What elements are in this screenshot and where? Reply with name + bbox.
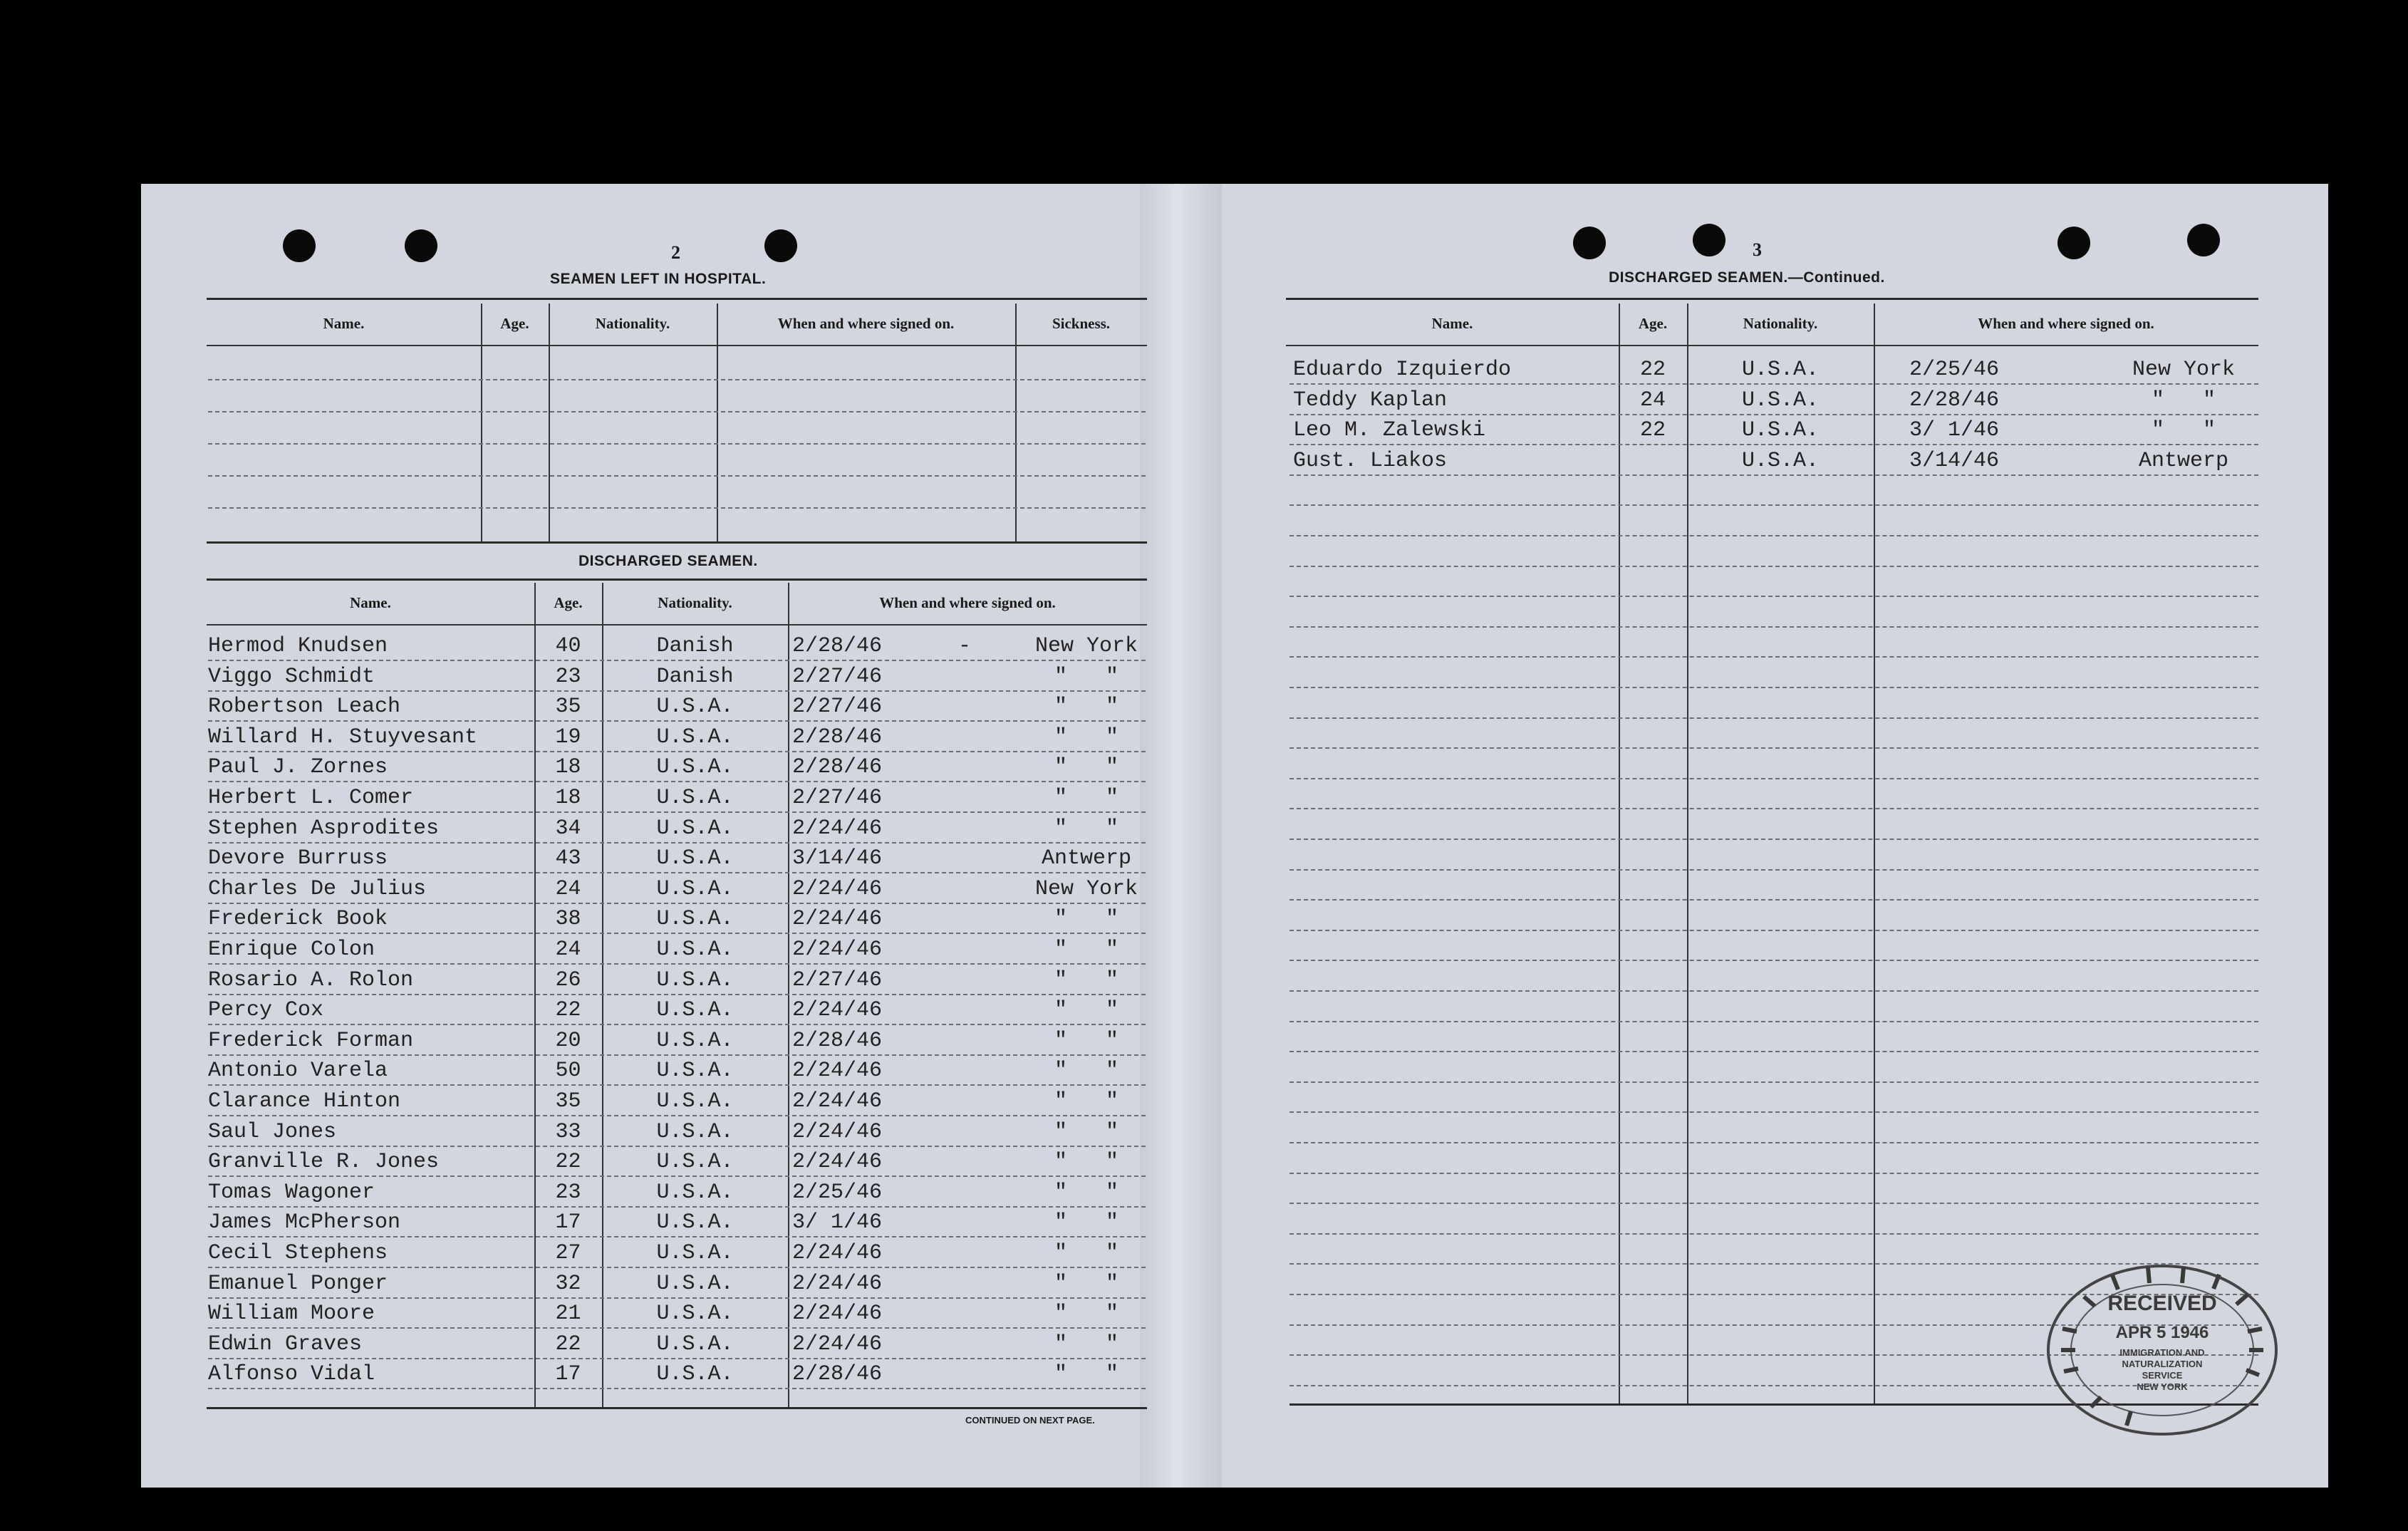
discharged-continued-age: 24	[1639, 388, 1666, 412]
discharged-place: " "	[1054, 998, 1119, 1022]
discharged-age: 35	[555, 1089, 581, 1114]
row-rule	[208, 1146, 1146, 1147]
discharged-place: " "	[1054, 725, 1119, 749]
discharged-date: 2/24/46	[792, 1302, 883, 1326]
discharged-continued-nationality: U.S.A.	[1741, 388, 1820, 412]
row-rule	[208, 1327, 1146, 1329]
hospital-header-nationality: Nationality.	[595, 315, 670, 332]
discharged-name: James McPherson	[208, 1210, 401, 1235]
discharged-place: " "	[1054, 755, 1119, 779]
discharged-date: 2/25/46	[792, 1180, 883, 1205]
discharged-nationality: U.S.A.	[656, 938, 734, 962]
discharged-name: Herbert L. Comer	[208, 786, 414, 810]
discharged-date: 2/28/46	[792, 1362, 883, 1386]
discharged-place: " "	[1054, 695, 1119, 719]
discharged-date: 2/24/46	[792, 938, 883, 962]
discharged-header-nationality: Nationality.	[658, 594, 732, 611]
discharged-date: 2/28/46	[792, 755, 883, 779]
discharged-place: " "	[1054, 1302, 1119, 1326]
row-rule	[208, 751, 1146, 752]
row-rule	[208, 994, 1146, 995]
page-number: 3	[1753, 239, 1762, 260]
page-number: 2	[671, 242, 680, 263]
row-rule	[1289, 960, 2258, 961]
row-rule	[1289, 383, 2258, 385]
hospital-header-sickness: Sickness.	[1052, 315, 1111, 332]
discharged-continued-place: Antwerp	[2138, 449, 2229, 473]
discharged-nationality: U.S.A.	[656, 1029, 734, 1053]
right-header-name: Name.	[1431, 315, 1473, 332]
discharged-nationality: U.S.A.	[656, 846, 734, 871]
row-rule	[1289, 1173, 2258, 1174]
row-rule	[1289, 778, 2258, 779]
discharged-age: 38	[555, 907, 581, 931]
discharged-place: " "	[1054, 1362, 1119, 1386]
discharged-place: " "	[1054, 665, 1119, 689]
discharged-place: New York	[1034, 877, 1138, 901]
discharged-name: Devore Burruss	[208, 846, 388, 871]
discharged-place: " "	[1054, 1059, 1119, 1083]
discharged-name: Viggo Schmidt	[208, 665, 375, 689]
discharged-nationality: U.S.A.	[656, 1332, 734, 1356]
row-rule	[208, 660, 1146, 661]
discharged-place: " "	[1054, 907, 1119, 931]
row-rule	[208, 1024, 1146, 1025]
discharged-nationality: U.S.A.	[656, 1302, 734, 1326]
hospital-col-divider	[481, 303, 482, 541]
row-rule	[1289, 899, 2258, 901]
discharged-name: Frederick Book	[208, 907, 388, 931]
discharged-table-bottom-rule	[207, 1407, 1147, 1409]
hospital-col-divider	[717, 303, 718, 541]
discharged-nationality: U.S.A.	[656, 907, 734, 931]
row-rule	[1289, 1111, 2258, 1113]
discharged-header-name: Name.	[350, 594, 391, 611]
hospital-col-divider	[549, 303, 550, 541]
page-gutter	[1140, 184, 1222, 1488]
discharged-age: 24	[555, 938, 581, 962]
discharged-place: " "	[1054, 1332, 1119, 1356]
discharged-section-title: DISCHARGED SEAMEN.	[578, 553, 758, 569]
discharged-date: 3/ 1/46	[792, 1210, 883, 1235]
discharged-nationality: U.S.A.	[656, 877, 734, 901]
row-rule	[208, 1084, 1146, 1086]
discharged-name: Robertson Leach	[208, 695, 401, 719]
discharged-age: 18	[555, 786, 581, 810]
row-rule	[208, 690, 1146, 692]
discharged-place: " "	[1054, 1241, 1119, 1265]
discharged-date: 2/24/46	[792, 998, 883, 1022]
discharged-name: Percy Cox	[208, 998, 324, 1022]
discharged-name: Saul Jones	[208, 1120, 337, 1144]
discharged-dash: -	[958, 634, 972, 658]
discharged-table-top-rule	[207, 578, 1147, 581]
discharged-nationality: U.S.A.	[656, 1059, 734, 1083]
row-rule	[208, 1358, 1146, 1359]
row-rule	[208, 963, 1146, 965]
discharged-nationality: U.S.A.	[656, 1150, 734, 1174]
discharged-age: 33	[555, 1120, 581, 1144]
discharged-nationality: U.S.A.	[656, 1241, 734, 1265]
hospital-header-name: Name.	[323, 315, 365, 332]
discharged-place: " "	[1054, 816, 1119, 841]
discharged-date: 2/24/46	[792, 1150, 883, 1174]
discharged-age: 23	[555, 1180, 581, 1205]
discharged-place: " "	[1054, 1180, 1119, 1205]
discharged-age: 50	[555, 1059, 581, 1083]
hospital-table-bottom-rule	[207, 541, 1147, 544]
discharged-name: Emanuel Ponger	[208, 1272, 388, 1296]
discharged-date: 2/27/46	[792, 695, 883, 719]
row-rule	[208, 903, 1146, 904]
row-rule	[1289, 504, 2258, 506]
discharged-place: " "	[1054, 938, 1119, 962]
discharged-age: 27	[555, 1241, 581, 1265]
discharged-name: Edwin Graves	[208, 1332, 363, 1356]
discharged-nationality: U.S.A.	[656, 1180, 734, 1205]
row-rule	[208, 1115, 1146, 1116]
discharged-nationality: U.S.A.	[656, 968, 734, 992]
punch-hole	[405, 229, 437, 262]
discharged-header-age: Age.	[554, 594, 583, 611]
hospital-blank-row	[208, 507, 1146, 509]
discharged-age: 43	[555, 846, 581, 871]
discharged-age: 35	[555, 695, 581, 719]
discharged-continued-place: " "	[2151, 388, 2216, 412]
received-stamp	[2041, 1257, 2283, 1443]
discharged-continued-name: Eduardo Izquierdo	[1293, 358, 1512, 382]
discharged-place: " "	[1054, 1272, 1119, 1296]
continued-note: CONTINUED ON NEXT PAGE.	[965, 1415, 1095, 1426]
hospital-blank-row	[208, 443, 1146, 445]
discharged-nationality: U.S.A.	[656, 1362, 734, 1386]
row-rule	[208, 1206, 1146, 1208]
discharged-date: 2/24/46	[792, 1241, 883, 1265]
row-rule	[1289, 656, 2258, 658]
discharged-nationality: U.S.A.	[656, 755, 734, 779]
discharged-continued-date: 3/ 1/46	[1909, 418, 2000, 442]
hospital-header-age: Age.	[500, 315, 529, 332]
discharged-nationality: U.S.A.	[656, 1272, 734, 1296]
row-rule	[1289, 596, 2258, 597]
discharged-name: Rosario A. Rolon	[208, 968, 414, 992]
row-rule	[1289, 930, 2258, 931]
stamp-date: APR 5 1946	[2115, 1323, 2209, 1342]
row-rule	[1289, 808, 2258, 809]
discharged-age: 19	[555, 725, 581, 749]
discharged-name: Willard H. Stuyvesant	[208, 725, 478, 749]
discharged-continued-name: Gust. Liakos	[1293, 449, 1448, 473]
discharged-continued-nationality: U.S.A.	[1741, 358, 1820, 382]
discharged-age: 26	[555, 968, 581, 992]
discharged-continued-date: 2/25/46	[1909, 358, 2000, 382]
discharged-date: 2/24/46	[792, 1059, 883, 1083]
discharged-place: " "	[1054, 1089, 1119, 1114]
row-rule	[1289, 535, 2258, 536]
row-rule	[1289, 990, 2258, 992]
punch-hole	[764, 229, 797, 262]
discharged-date: 2/24/46	[792, 1120, 883, 1144]
discharged-date: 2/27/46	[792, 665, 883, 689]
row-rule	[1289, 1051, 2258, 1052]
right-header-nationality: Nationality.	[1743, 315, 1818, 332]
discharged-date: 2/28/46	[792, 634, 883, 658]
row-rule	[1289, 626, 2258, 628]
row-rule	[208, 1236, 1146, 1237]
row-rule	[208, 1054, 1146, 1056]
discharged-name: Enrique Colon	[208, 938, 375, 962]
discharged-age: 23	[555, 665, 581, 689]
discharged-place: " "	[1054, 786, 1119, 810]
row-rule	[208, 720, 1146, 722]
discharged-date: 2/24/46	[792, 877, 883, 901]
row-rule	[208, 1297, 1146, 1299]
hospital-col-divider	[1015, 303, 1017, 541]
discharged-age: 22	[555, 1150, 581, 1174]
discharged-name: Stephen Asprodites	[208, 816, 440, 841]
discharged-place: " "	[1054, 1120, 1119, 1144]
discharged-place: " "	[1054, 968, 1119, 992]
row-rule	[208, 811, 1146, 813]
right-col-divider	[1619, 303, 1620, 1403]
row-rule	[1289, 566, 2258, 567]
hospital-header-signed-on: When and where signed on.	[777, 315, 955, 332]
discharged-continued-date: 3/14/46	[1909, 449, 2000, 473]
stamp-agency-line: NEW YORK	[2137, 1381, 2188, 1392]
punch-hole	[2057, 227, 2090, 259]
hospital-blank-row	[208, 411, 1146, 412]
discharged-age: 20	[555, 1029, 581, 1053]
discharged-name: Alfonso Vidal	[208, 1362, 375, 1386]
right-table-top-rule	[1286, 298, 2258, 300]
row-rule	[1289, 687, 2258, 688]
row-rule	[208, 1176, 1146, 1177]
row-rule	[208, 1267, 1146, 1268]
row-rule	[208, 872, 1146, 873]
discharged-date: 2/24/46	[792, 1272, 883, 1296]
discharged-header-rule	[207, 624, 1147, 626]
discharged-date: 3/14/46	[792, 846, 883, 871]
punch-hole	[1693, 224, 1725, 256]
discharged-continued-title: DISCHARGED SEAMEN.—Continued.	[1609, 269, 1885, 286]
punch-hole	[283, 229, 316, 262]
discharged-name: Hermod Knudsen	[208, 634, 388, 658]
discharged-name: Cecil Stephens	[208, 1241, 388, 1265]
discharged-continued-name: Teddy Kaplan	[1293, 388, 1448, 412]
row-rule	[208, 842, 1146, 844]
discharged-name: Granville R. Jones	[208, 1150, 440, 1174]
discharged-name: William Moore	[208, 1302, 375, 1326]
stamp-agency-line: IMMIGRATION AND	[2119, 1347, 2205, 1358]
row-rule	[1289, 414, 2258, 415]
discharged-age: 22	[555, 998, 581, 1022]
row-rule	[1289, 1203, 2258, 1204]
hospital-section-title: SEAMEN LEFT IN HOSPITAL.	[550, 271, 767, 287]
row-rule	[208, 933, 1146, 934]
discharged-continued-nationality: U.S.A.	[1741, 449, 1820, 473]
row-rule	[1289, 1081, 2258, 1083]
discharged-date: 2/24/46	[792, 1089, 883, 1114]
discharged-date: 2/24/46	[792, 1332, 883, 1356]
hospital-header-rule	[207, 345, 1147, 346]
discharged-age: 17	[555, 1362, 581, 1386]
row-rule	[1289, 747, 2258, 749]
discharged-continued-name: Leo M. Zalewski	[1293, 418, 1486, 442]
row-rule	[1289, 444, 2258, 445]
discharged-nationality: U.S.A.	[656, 1089, 734, 1114]
discharged-date: 2/27/46	[792, 786, 883, 810]
discharged-age: 34	[555, 816, 581, 841]
stamp-agency-line: SERVICE	[2142, 1370, 2183, 1381]
row-rule	[1289, 717, 2258, 719]
discharged-name: Frederick Forman	[208, 1029, 414, 1053]
stamp-agency-line: NATURALIZATION	[2122, 1359, 2203, 1369]
discharged-date: 2/28/46	[792, 1029, 883, 1053]
discharged-nationality: U.S.A.	[656, 998, 734, 1022]
discharged-date: 2/24/46	[792, 816, 883, 841]
punch-hole	[1573, 227, 1606, 259]
discharged-age: 24	[555, 877, 581, 901]
discharged-nationality: U.S.A.	[656, 695, 734, 719]
row-rule	[1289, 1021, 2258, 1022]
discharged-place: New York	[1034, 634, 1138, 658]
discharged-age: 22	[555, 1332, 581, 1356]
discharged-header-signed-on: When and where signed on.	[879, 594, 1056, 611]
row-rule	[1289, 474, 2258, 476]
row-rule	[208, 1388, 1146, 1389]
stamp-received: RECEIVED	[2107, 1292, 2217, 1315]
discharged-nationality: U.S.A.	[656, 1210, 734, 1235]
right-col-divider	[1874, 303, 1875, 1403]
hospital-blank-row	[208, 379, 1146, 380]
row-rule	[1289, 869, 2258, 871]
discharged-name: Charles De Julius	[208, 877, 427, 901]
discharged-continued-nationality: U.S.A.	[1741, 418, 1820, 442]
discharged-date: 2/24/46	[792, 907, 883, 931]
discharged-nationality: Danish	[656, 665, 734, 689]
discharged-continued-date: 2/28/46	[1909, 388, 2000, 412]
discharged-nationality: U.S.A.	[656, 786, 734, 810]
discharged-name: Antonio Varela	[208, 1059, 388, 1083]
discharged-nationality: Danish	[656, 634, 734, 658]
discharged-age: 17	[555, 1210, 581, 1235]
discharged-name: Tomas Wagoner	[208, 1180, 375, 1205]
discharged-age: 18	[555, 755, 581, 779]
discharged-place: Antwerp	[1041, 846, 1132, 871]
discharged-date: 2/28/46	[792, 725, 883, 749]
discharged-continued-place: New York	[2132, 358, 2236, 382]
discharged-name: Clarance Hinton	[208, 1089, 401, 1114]
discharged-continued-age: 22	[1639, 418, 1666, 442]
discharged-age: 40	[555, 634, 581, 658]
discharged-age: 32	[555, 1272, 581, 1296]
discharged-place: " "	[1054, 1029, 1119, 1053]
discharged-date: 2/27/46	[792, 968, 883, 992]
hospital-blank-row	[208, 475, 1146, 477]
punch-hole	[2187, 224, 2220, 256]
discharged-name: Paul J. Zornes	[208, 755, 388, 779]
discharged-nationality: U.S.A.	[656, 816, 734, 841]
right-header-signed-on: When and where signed on.	[1978, 315, 2154, 332]
discharged-nationality: U.S.A.	[656, 725, 734, 749]
discharged-age: 21	[555, 1302, 581, 1326]
row-rule	[1289, 1233, 2258, 1235]
discharged-place: " "	[1054, 1150, 1119, 1174]
discharged-continued-age: 22	[1639, 358, 1666, 382]
discharged-place: " "	[1054, 1210, 1119, 1235]
hospital-table-top-rule	[207, 298, 1147, 300]
discharged-nationality: U.S.A.	[656, 1120, 734, 1144]
right-header-rule	[1286, 345, 2258, 346]
row-rule	[1289, 1142, 2258, 1143]
discharged-continued-place: " "	[2151, 418, 2216, 442]
row-rule	[208, 781, 1146, 782]
right-header-age: Age.	[1638, 315, 1668, 332]
row-rule	[1289, 839, 2258, 840]
